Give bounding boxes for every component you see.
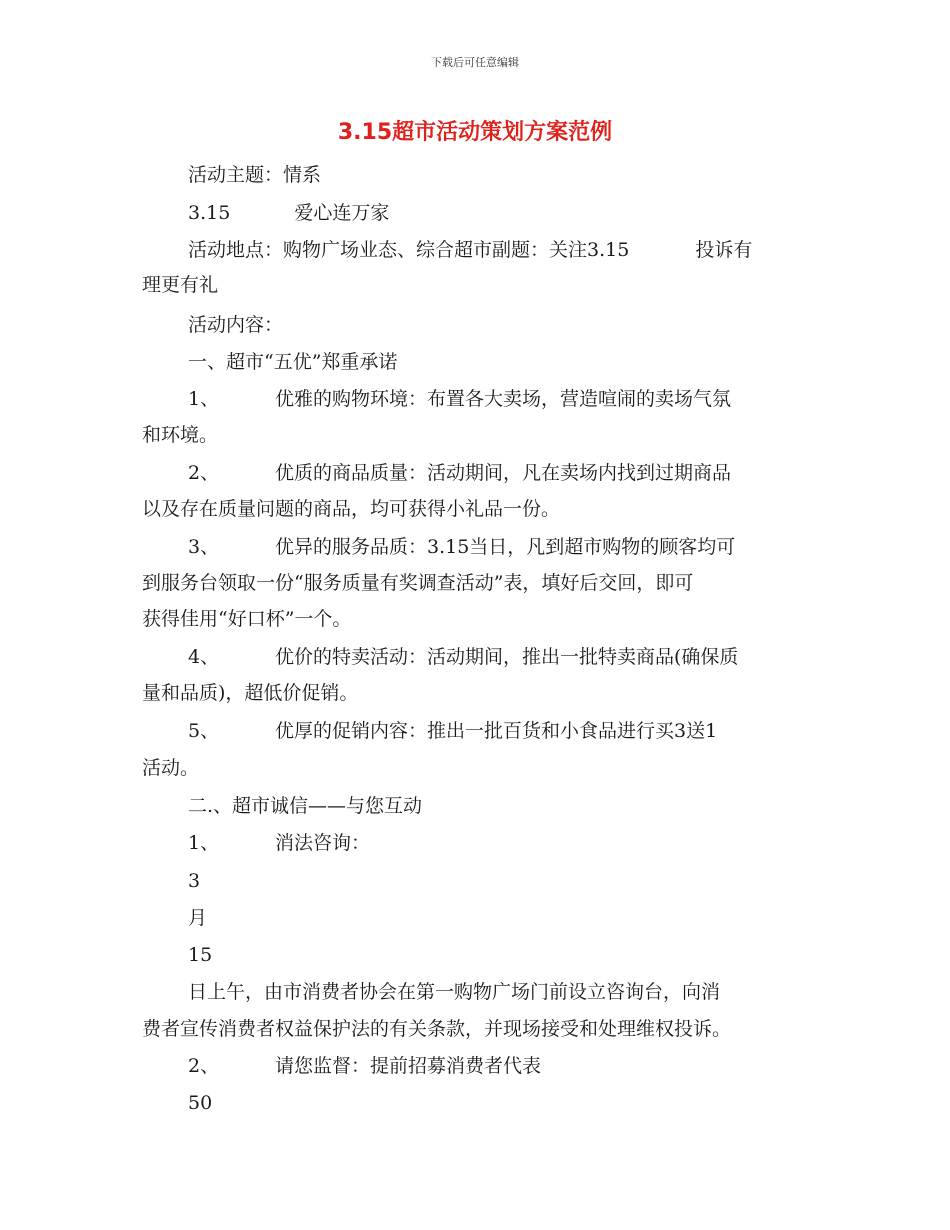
item-1-cont: 和环境。	[142, 424, 219, 446]
item-4-number: 4、	[188, 646, 220, 668]
item-4-cont: 量和品质)，超低价促销。	[142, 682, 359, 704]
item-5-number: 5、	[188, 720, 220, 742]
date-day: 15	[188, 944, 213, 966]
location-text: 活动地点：购物广场业态、综合超市副题：关注3.15	[188, 239, 630, 261]
content-label: 活动内容：	[188, 314, 284, 336]
page-header: 下载后可任意编辑	[431, 56, 519, 69]
item-3-number: 3、	[188, 536, 220, 558]
theme-line: 活动主题：情系	[188, 164, 322, 186]
sub-item-2-text: 请您监督：提前招募消费者代表	[275, 1055, 542, 1077]
theme-tag-line	[188, 201, 389, 225]
theme-rest: 爱心连万家	[294, 202, 390, 224]
section-2-heading: 二.、超市诚信——与您互动	[188, 795, 423, 817]
item-2	[188, 461, 731, 485]
location-tail: 投诉有	[695, 239, 753, 261]
item-1-number: 1、	[188, 388, 220, 410]
item-3-cont-2: 获得佳用“好口杯”一个。	[142, 608, 352, 630]
item-2-cont: 以及存在质量问题的商品，均可获得小礼品一份。	[142, 498, 561, 520]
item-3-text: 优异的服务品质：3.15当日，凡到超市购物的顾客均可	[275, 536, 736, 558]
item-5-cont: 活动。	[142, 757, 200, 779]
sub-item-2-number: 2、	[188, 1055, 220, 1077]
theme-tag: 3.15	[188, 202, 231, 224]
date-month-char: 月	[188, 907, 208, 929]
sub-item-1-text: 消法咨询：	[275, 832, 371, 854]
item-4	[188, 645, 738, 669]
item-2-number: 2、	[188, 462, 220, 484]
item-3-cont-1: 到服务台领取一份“服务质量有奖调查活动”表，填好后交回，即可	[142, 572, 694, 594]
item-4-text: 优价的特卖活动：活动期间，推出一批特卖商品(确保质	[275, 646, 739, 668]
item-2-text: 优质的商品质量：活动期间，凡在卖场内找到过期商品	[275, 462, 732, 484]
location-cont: 理更有礼	[142, 274, 219, 296]
item-1-text: 优雅的购物环境：布置各大卖场，营造喧闹的卖场气氛	[275, 388, 732, 410]
section-1-heading: 一、超市“五优”郑重承诺	[188, 351, 398, 373]
document-title: 3.15超市活动策划方案范例	[337, 120, 613, 145]
item-3	[188, 535, 735, 559]
sub-item-1-body-2: 费者宣传消费者权益保护法的有关条款，并现场接受和处理维权投诉。	[142, 1018, 732, 1040]
sub-item-1-body-1: 日上午，由市消费者协会在第一购物广场门前设立咨询台，向消	[188, 981, 721, 1003]
date-digit-month: 3	[188, 870, 201, 892]
sub-item-2-count: 50	[188, 1092, 213, 1114]
sub-item-1	[188, 831, 370, 855]
location-line	[188, 238, 752, 262]
sub-item-2	[188, 1054, 541, 1078]
item-5	[188, 719, 717, 743]
item-1	[188, 387, 731, 411]
sub-item-1-number: 1、	[188, 832, 220, 854]
item-5-text: 优厚的促销内容：推出一批百货和小食品进行买3送1	[275, 720, 718, 742]
